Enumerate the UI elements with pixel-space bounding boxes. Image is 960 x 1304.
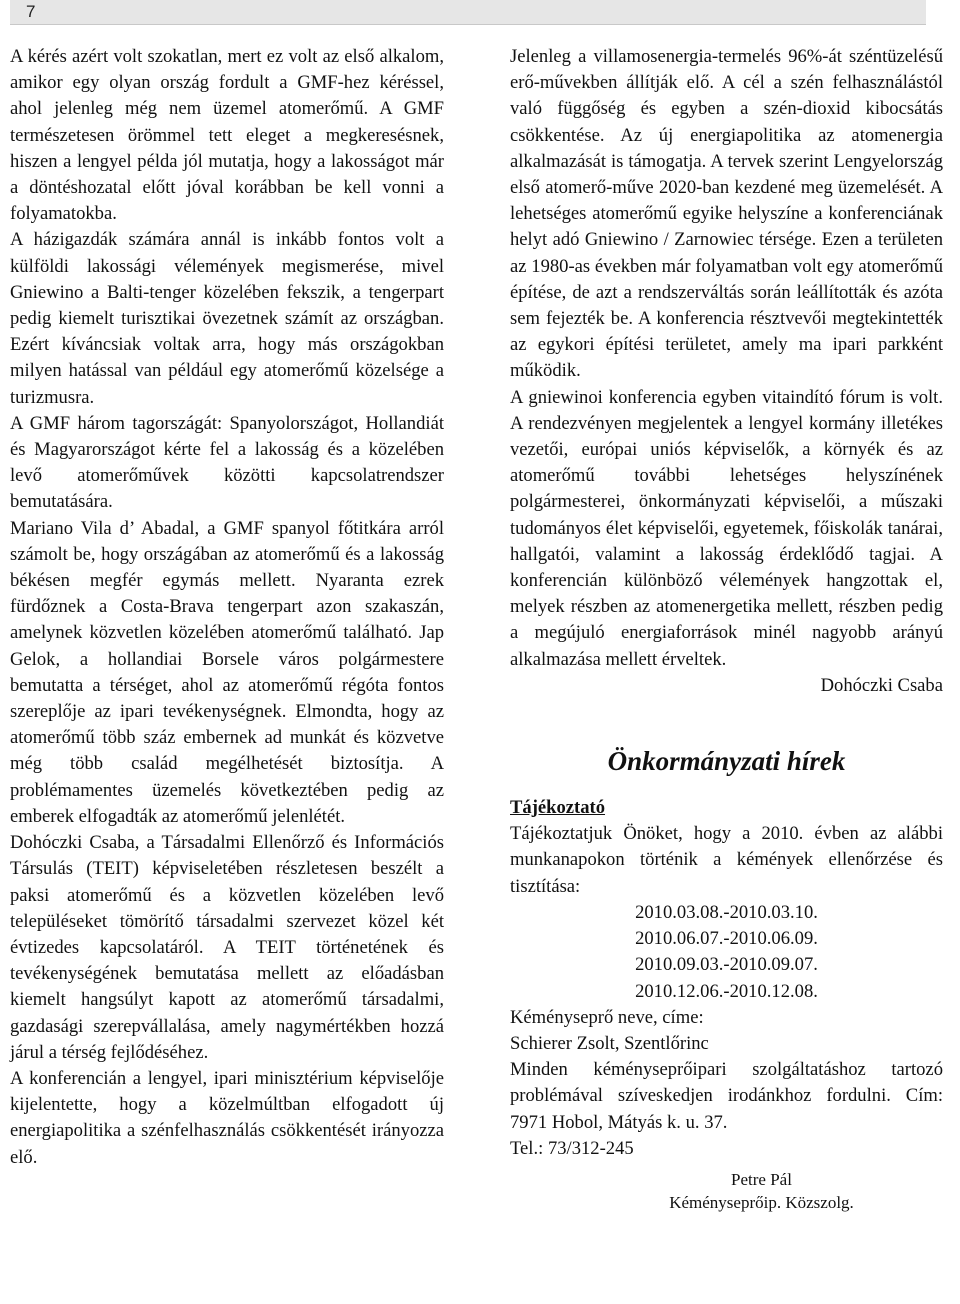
signature-name: Petre Pál (731, 1169, 792, 1189)
date-item: 2010.09.03.-2010.09.07. (635, 954, 818, 976)
page-header (10, 0, 926, 25)
notice-heading: Tájékoztató (510, 797, 606, 819)
page-number: 7 (26, 2, 36, 21)
left-column (10, 44, 444, 1171)
article-paragraph: A házigazdák számára annál is inkább fontos volt a külföldi lakossági vélemények megismerése, mivel Gniewino a Balti-tenger közelében fekszik, a tengerpart pedig kiemelt turisztikai övezetnek számít az országban. Ezért kíváncsiak voltak arra, hogy más országokban milyen hatással van például egy atomerőmű közelsége a turizmusra. (10, 229, 444, 408)
date-list (510, 900, 943, 1005)
article-paragraph: A kérés azért volt szokatlan, mert ez volt az első alkalom, amikor egy olyan ország fordult a GMF-hez kéréssel, ahol jelenleg még nem üzemel atomerőmű. A GMF természetesen örömmel tett eleget a megkeresésnek, hiszen a lengyel példa jól mutatja, hogy a lakosságot már a döntéshozatal előtt jóval korábban be kell vonni a folyamatokba. (10, 46, 444, 225)
right-column (510, 44, 943, 1214)
sweep-label: Kéményseprő neve, címe: (510, 1006, 704, 1028)
article-paragraph: A gniewinoi konferencia egyben vitaindító fórum is volt. A rendezvényen megjelentek a lengyel kormány illetékes vezetői, európai uniós képviselők, a környék és az atomerőmű további lehetséges helyszínének polgármesterei, önkormányzati képviselői, a műszaki tudományos élet képviselői, egyetemek, főiskolák tanárai, hallgatói, valamint a lakosság érdeklődő tagjai. A konferencián különböző vélemények hangzottak el, melyek részben az atomenergetika mellett, részben pedig a megújuló energiaforrások minél nagyobb arányú alkalmazása mellett érveltek. (510, 386, 943, 670)
article-paragraph: Jelenleg a villamosenergia-termelés 96%-át széntüzelésű erő-művekben állítják elő. A cél a szén felhasználástól való függőség és egyben a szén-dioxid kibocsátás csökkentése. Az új energiapolitika az atomenergia alkalmazását is támogatja. A tervek szerint Lengyelország első atomerő-műve 2020-ban kezdené meg üzemelését. A lehetséges atomerőmű egyike helyszíne a konferenciának helyt adó Gniewino / Zarnowiec térsége. Ezen a területen az 1980-as években már folyamatban volt egy atomerőmű építése, de azt a rendszerváltás során leállították és azóta sem fejezték be. A konferencia résztvevői megtekintették az egykori építési területet, amely ma ipari parkként működik. (510, 46, 943, 382)
signature-org: Kéményseprőip. Közszolg. (669, 1192, 854, 1212)
article-paragraph: A GMF három tagországát: Spanyolországot, Hollandiát és Magyarországot kérte fel a lakosság és a közelében levő atomerőművek közötti kapcsolatrendszer bemutatására. (10, 412, 444, 513)
article-paragraph: Mariano Vila d’ Abadal, a GMF spanyol főtitkára arról számolt be, hogy országában az atomerőmű és a lakosság békésen megfér egymás mellett. Nyaranta ezrek fürdőznek a Costa-Brava tengerpart azon szakaszán, amelynek közvetlen közelében atomerőmű található. Jap Gelok, a hollandiai Borsele város polgármestere bemutatta a térséget, ahol az atomerőmű régóta fontos szereplője az ipari tevékenységnek. Elmondta, hogy az atomerőmű több száz embernek ad munkát és közvetve még több család megélhetését biztosítja. A problémamentes üzemelés következtében pedig az emberek elfogadták az atomerőmű jelenlétét. (10, 517, 444, 827)
signature-block (510, 1168, 943, 1214)
date-item: 2010.12.06.-2010.12.08. (635, 980, 818, 1002)
article-paragraph: A konferencián a lengyel, ipari minisztérium képviselője kijelentette, hogy a közelmúltban elfogadott új energiapolitika a szénfelhasználás csökkentését irányozza elő. (10, 1067, 444, 1168)
date-item: 2010.03.08.-2010.03.10. (635, 901, 818, 923)
section-title: Önkormányzati hírek (607, 746, 846, 777)
article-author: Dohóczki Csaba (820, 674, 943, 696)
article-paragraph: Dohóczki Csaba, a Társadalmi Ellenőrző és Információs Társulás (TEIT) képviseletében részletesen beszélt a paksi atomerőmű és a közvetlen közelében levő településeket tömörítő társadalmi szervezet közel két évtizedes kapcsolatáról. A TEIT történetének és tevékenységének bemutatása mellett az előadásban kiemelt hangsúlyt kapott az atomerőmű társadalmi, gazdasági szerepvállalása, amely nagymértékben hozzá járul a térség fejlődéséhez. (10, 832, 444, 1063)
date-item: 2010.06.07.-2010.06.09. (635, 928, 818, 950)
sweep-name: Schierer Zsolt, Szentlőrinc (510, 1032, 709, 1054)
notice-intro: Tájékoztatjuk Önöket, hogy a 2010. évben az alábbi munkanapokon történik a kémények ellenőrzése és tisztítása: (510, 823, 943, 897)
phone: Tel.: 73/312-245 (510, 1137, 634, 1159)
contact-text: Minden kéményseprőipari szolgáltatáshoz tartozó problémával szíveskedjen irodánkhoz fordulni. Cím: 7971 Hobol, Mátyás k. u. 37. (510, 1059, 943, 1133)
